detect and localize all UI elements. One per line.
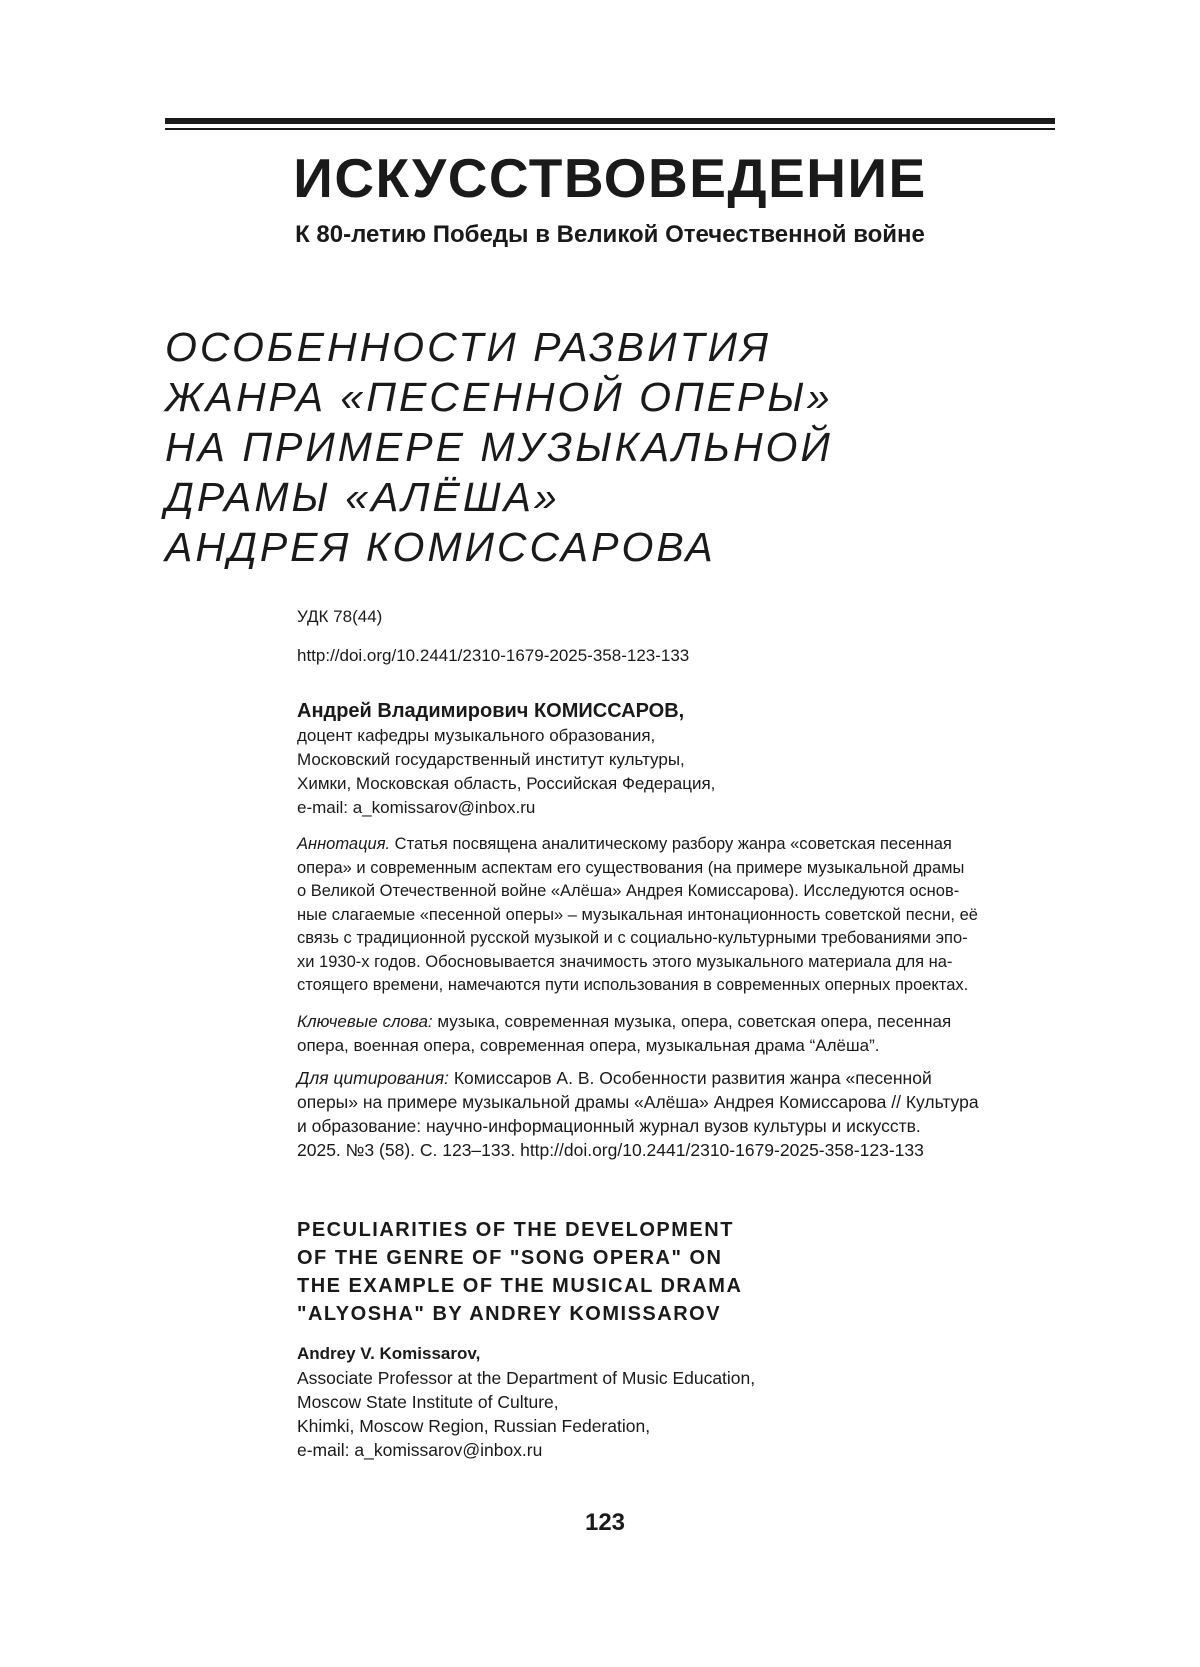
section-title: ИСКУССТВОВЕДЕНИЕ: [293, 147, 927, 209]
abstract-line: [297, 833, 1057, 857]
author-email-en[interactable]: e-mail: a_komissarov@inbox.ru: [297, 1440, 543, 1460]
affiliation-line: Московский государственный институт культуры,: [297, 750, 685, 769]
udc-code: УДК 78(44): [297, 607, 383, 626]
header-rule-thick: [165, 118, 1055, 124]
abstract-line: о Великой Отечественной войне «Алёша» Андрея Комиссарова). Исследуются основ-: [297, 882, 960, 900]
abstract-line: ные слагаемые «песенной оперы» – музыкальная интонационность советской песни, её: [297, 905, 978, 924]
author-affiliation-en: [297, 1366, 1057, 1462]
header-rule-thin: [165, 128, 1055, 130]
article-title-line: ЖАНРА «ПЕСЕННОЙ ОПЕРЫ»: [165, 374, 833, 420]
abstract-line: связь с традиционной русской музыкой и с социально-культурными требованиями эпо-: [297, 929, 968, 947]
abstract: [297, 833, 1057, 998]
keywords-text: музыка, современная музыка, опера, советская опера, песенная: [432, 1012, 952, 1031]
citation-line: 2025. №3 (58). С. 123–133. http://doi.org/10.2441/2310-1679-2025-358-123-133: [297, 1140, 924, 1160]
english-title-line: "ALYOSHA" BY ANDREY KOMISSAROV: [297, 1303, 722, 1325]
citation-line: [297, 1066, 1057, 1090]
section-subtitle: К 80-летию Победы в Великой Отечественной войне: [295, 221, 925, 248]
author-affiliation-ru: [297, 724, 1057, 820]
keywords-label: Ключевые слова:: [297, 1012, 433, 1031]
english-title-line: OF THE GENRE OF "SONG OPERA" ON: [297, 1247, 723, 1269]
citation-line: оперы» на примере музыкальной драмы «Алёша» Андрея Комиссарова // Культура: [297, 1092, 979, 1112]
citation-label: Для цитирования:: [297, 1068, 449, 1088]
article-title-line: ОСОБЕННОСТИ РАЗВИТИЯ: [165, 324, 771, 370]
keywords-line: [297, 1010, 1057, 1034]
author-name-ru: Андрей Владимирович КОМИССАРОВ,: [297, 700, 685, 722]
page-number: 123: [584, 1509, 626, 1536]
keywords: [297, 1010, 1057, 1058]
affiliation-line: Moscow State Institute of Culture,: [297, 1392, 559, 1412]
english-title-line: THE EXAMPLE OF THE MUSICAL DRAMA: [297, 1275, 743, 1297]
article-title-line: НА ПРИМЕРЕ МУЗЫКАЛЬНОЙ: [165, 424, 833, 470]
article-title-line: ДРАМЫ «АЛЁША»: [165, 474, 560, 520]
affiliation-line: Associate Professor at the Department of Music Education,: [297, 1368, 756, 1388]
english-title-line: PECULIARITIES OF THE DEVELOPMENT: [297, 1219, 734, 1241]
citation-line: и образование: научно-информационный журнал вузов культуры и искусств.: [297, 1116, 921, 1136]
abstract-label: Аннотация.: [297, 835, 391, 853]
affiliation-line: Khimki, Moscow Region, Russian Federation,: [297, 1416, 651, 1436]
author-name-en: Andrey V. Komissarov,: [297, 1344, 481, 1363]
citation-text: Комиссаров А. В. Особенности развития жанра «песенной: [448, 1068, 932, 1088]
author-email-ru[interactable]: e-mail: a_komissarov@inbox.ru: [297, 798, 536, 817]
keywords-line: опера, военная опера, современная опера, музыкальная драма “Алёша”.: [297, 1036, 880, 1055]
affiliation-line: Химки, Московская область, Российская Федерация,: [297, 774, 716, 793]
doi-link[interactable]: http://doi.org/10.2441/2310-1679-2025-358-123-133: [297, 646, 690, 665]
citation: [297, 1066, 1057, 1162]
affiliation-line: доцент кафедры музыкального образования,: [297, 726, 656, 745]
abstract-line: хи 1930-х годов. Обосновывается значимость этого музыкального материала для на-: [297, 952, 953, 971]
abstract-text: Статья посвящена аналитическому разбору жанра «советская песенная: [390, 835, 952, 853]
article-title: [165, 322, 1065, 572]
abstract-line: опера» и современным аспектам его существования (на примере музыкальной драмы: [297, 858, 965, 877]
article-title-line: АНДРЕЯ КОМИССАРОВА: [165, 524, 716, 570]
english-title: [297, 1216, 1057, 1328]
abstract-line: стоящего времени, намечаются пути использования в современных оперных проектах.: [297, 976, 969, 994]
